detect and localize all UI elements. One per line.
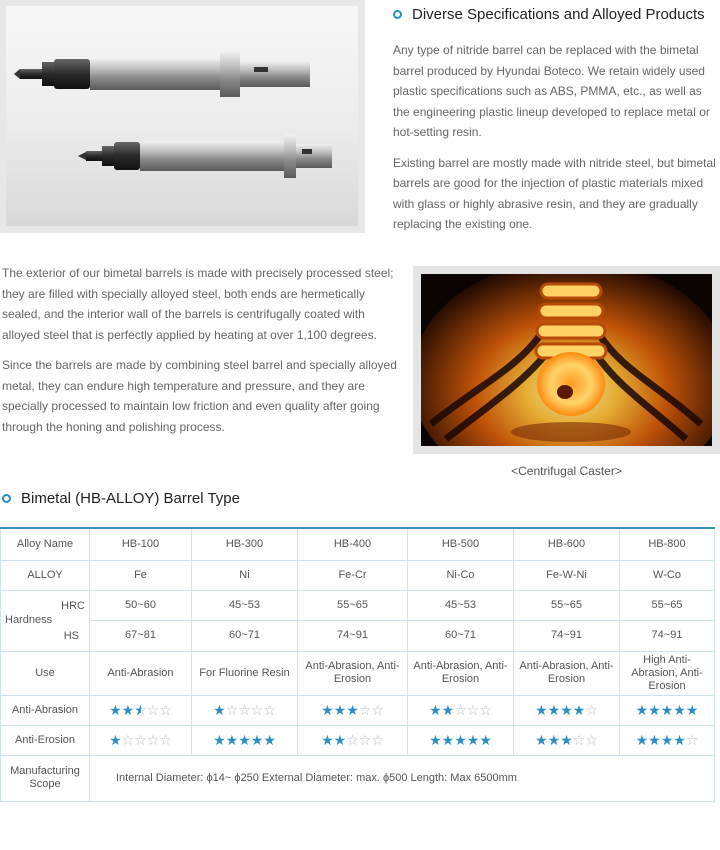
star-icon: ★ — [535, 701, 548, 718]
table-cell: Anti-Abrasion, Anti-Erosion — [408, 651, 514, 695]
star-icon: ★ — [572, 701, 586, 718]
table-row-anti-erosion — [1, 725, 715, 755]
star-icon: ☆ — [358, 701, 372, 718]
star-icon: ☆ — [159, 701, 172, 718]
star-icon: ★ — [648, 701, 661, 718]
star-icon: ★ — [535, 731, 548, 748]
star-icon: ★ — [225, 731, 239, 748]
star-icon: ★ — [673, 701, 686, 718]
row-label: Alloy Name — [1, 528, 90, 560]
table-cell: HB-500 — [408, 528, 514, 560]
table-cell: 74~91 — [620, 621, 715, 652]
section-heading-specifications — [393, 6, 705, 23]
star-icon: ☆ — [146, 731, 160, 748]
table-cell: HB-800 — [620, 528, 715, 560]
table-row-use — [1, 651, 715, 695]
table-cell: 55~65 — [514, 590, 620, 621]
star-icon: ☆ — [466, 701, 480, 718]
table-row-hs — [1, 621, 715, 652]
table-cell: 74~91 — [298, 621, 408, 652]
table-cell: Anti-Abrasion, Anti-Erosion — [514, 651, 620, 695]
star-icon: ☆ — [685, 731, 699, 748]
table-cell: 67~81 — [90, 621, 192, 652]
star-icon: ★ — [238, 731, 251, 748]
star-icon: ★ — [346, 701, 359, 718]
row-sublabel: HRC — [61, 599, 85, 612]
section-heading-text: Diverse Specifications and Alloyed Products — [412, 6, 705, 23]
table-cell: Anti-Abrasion — [90, 651, 192, 695]
star-icon: ☆ ★ — [134, 704, 147, 717]
star-icon: ★ — [635, 701, 649, 718]
row-label: Anti-Abrasion — [1, 695, 90, 725]
table-cell: HB-300 — [192, 528, 298, 560]
star-icon: ☆ — [134, 731, 147, 748]
rating-stars — [514, 725, 620, 755]
star-icon: ☆ — [225, 701, 239, 718]
barrel-1 — [14, 51, 310, 97]
barrel-illustration — [6, 6, 358, 226]
star-icon: ★ — [660, 731, 674, 748]
table-cell: HB-400 — [298, 528, 408, 560]
star-icon: ★ — [660, 701, 674, 718]
star-icon: ★ — [333, 701, 347, 718]
row-label: Use — [1, 651, 90, 695]
star-icon: ★ — [560, 731, 573, 748]
section1-body — [393, 40, 717, 235]
star-icon: ★ — [479, 731, 492, 748]
row-label: ALLOY — [1, 560, 90, 590]
section2-body — [2, 263, 404, 437]
star-icon: ★ — [466, 731, 480, 748]
table-cell: Fe-Cr — [298, 560, 408, 590]
table-row-anti-abrasion — [1, 695, 715, 725]
star-icon: ★ — [121, 701, 135, 718]
star-icon: ☆ — [238, 701, 251, 718]
star-icon: ★ — [685, 701, 699, 718]
star-icon: ☆ — [250, 701, 264, 718]
star-icon: ☆ — [371, 701, 384, 718]
star-icon: ☆ — [263, 701, 276, 718]
star-icon: ★ — [213, 701, 226, 718]
hardness-label-cell — [1, 590, 90, 651]
star-icon: ★ — [441, 701, 455, 718]
rating-stars — [298, 725, 408, 755]
table-cell: 60~71 — [192, 621, 298, 652]
star-icon: ★ — [109, 701, 122, 718]
star-icon: ★ — [454, 731, 467, 748]
table-cell: Anti-Abrasion, Anti-Erosion — [298, 651, 408, 695]
table-cell: 55~65 — [298, 590, 408, 621]
star-icon: ☆ — [585, 731, 598, 748]
table-row-alloy — [1, 560, 715, 590]
table-cell: Ni-Co — [408, 560, 514, 590]
table-cell: 50~60 — [90, 590, 192, 621]
star-icon: ☆ — [121, 731, 135, 748]
rating-stars — [90, 725, 192, 755]
paragraph: Any type of nitride barrel can be replaced with the bimetal barrel produced by Hyundai Boteco. We retain widely used plastic specifications such as ABS, PMMA, etc., as well as the engineering plastic lineup developed to replace metal or hot-setting resin. — [393, 43, 710, 139]
caster-caption: <Centrifugal Caster> — [511, 464, 622, 478]
table-cell: HB-100 — [90, 528, 192, 560]
table-cell: 74~91 — [514, 621, 620, 652]
star-icon: ☆ — [159, 731, 172, 748]
barrel-2 — [78, 134, 332, 178]
table-cell: 55~65 — [620, 590, 715, 621]
row-label: Anti-Erosion — [1, 725, 90, 755]
caster-illustration — [421, 274, 712, 446]
rating-stars — [90, 695, 192, 725]
star-icon: ★ — [263, 731, 276, 748]
star-icon: ★ — [547, 731, 561, 748]
rating-stars — [192, 695, 298, 725]
star-icon: ★ — [321, 731, 334, 748]
caster-photo-frame — [413, 266, 720, 454]
table-cell: 45~53 — [408, 590, 514, 621]
star-icon: ☆ — [479, 701, 492, 718]
section-heading-text: Bimetal (HB-ALLOY) Barrel Type — [21, 490, 240, 507]
table-cell: Fe-W-Ni — [514, 560, 620, 590]
star-icon: ★ — [109, 731, 122, 748]
star-icon: ★ — [333, 731, 347, 748]
row-label: Hardness — [5, 613, 53, 626]
star-icon: ★ — [673, 731, 686, 748]
rating-stars — [620, 725, 715, 755]
table-cell: 60~71 — [408, 621, 514, 652]
star-icon: ☆ — [358, 731, 372, 748]
rating-stars — [408, 725, 514, 755]
table-row-hrc — [1, 590, 715, 621]
rating-stars — [408, 695, 514, 725]
paragraph: Since the barrels are made by combining steel barrel and specially alloyed metal, they can endure high temperature and pressure, and they are specially processed to maintain low friction and even quality after going through the honing and polishing process. — [2, 358, 397, 434]
section-heading-barrel-type — [2, 490, 240, 507]
rating-stars — [192, 725, 298, 755]
circle-bullet-icon — [393, 10, 402, 19]
star-icon: ★ — [547, 701, 561, 718]
star-icon: ☆ — [371, 731, 384, 748]
paragraph: The exterior of our bimetal barrels is made with precisely processed steel; they are filled with specially alloyed steel, both ends are hermetically sealed, and the interior wall of the barrels is centrifugally coated with alloyed steel that is perfectly applied by heating at over 1,100 degrees. — [2, 266, 394, 342]
star-icon: ☆ — [585, 701, 598, 718]
table-cell: High Anti-Abrasion, Anti-Erosion — [620, 651, 715, 695]
star-icon: ★ — [429, 731, 442, 748]
star-icon: ☆ — [146, 701, 160, 718]
row-label: Manufacturing Scope — [1, 755, 90, 801]
table-cell: W-Co — [620, 560, 715, 590]
star-icon: ★ — [560, 701, 573, 718]
table-cell: Ni — [192, 560, 298, 590]
star-icon: ★ — [429, 701, 442, 718]
table-row-alloy-name — [1, 528, 715, 560]
barrel-photo — [6, 6, 358, 226]
table-row-scope — [1, 755, 715, 801]
star-icon: ★ — [213, 731, 226, 748]
barrel-photo-frame — [0, 0, 365, 233]
caster-photo — [421, 274, 712, 446]
star-icon: ★ — [635, 731, 649, 748]
table-cell: For Fluorine Resin — [192, 651, 298, 695]
star-icon: ★ — [648, 731, 661, 748]
star-icon: ★ — [250, 731, 264, 748]
row-sublabel: HS — [63, 629, 79, 642]
star-icon: ★ — [441, 731, 455, 748]
scope-cell: Internal Diameter: ϕ14~ ϕ250 External Diameter: max. ϕ500 Length: Max 6500mm — [90, 755, 715, 801]
star-icon: ☆ — [346, 731, 359, 748]
circle-bullet-icon — [2, 494, 11, 503]
rating-stars — [620, 695, 715, 725]
star-icon: ☆ — [454, 701, 467, 718]
star-icon: ☆ — [572, 731, 586, 748]
table-cell: HB-600 — [514, 528, 620, 560]
table-cell: 45~53 — [192, 590, 298, 621]
barrel-type-table — [0, 527, 715, 802]
star-icon: ★ — [321, 701, 334, 718]
rating-stars — [514, 695, 620, 725]
paragraph: Existing barrel are mostly made with nitride steel, but bimetal barrels are good for the injection of plastic materials mixed with glass or highly abrasive resin, and they are gradually replacing the existing one. — [393, 155, 716, 231]
rating-stars — [298, 695, 408, 725]
table-cell: Fe — [90, 560, 192, 590]
